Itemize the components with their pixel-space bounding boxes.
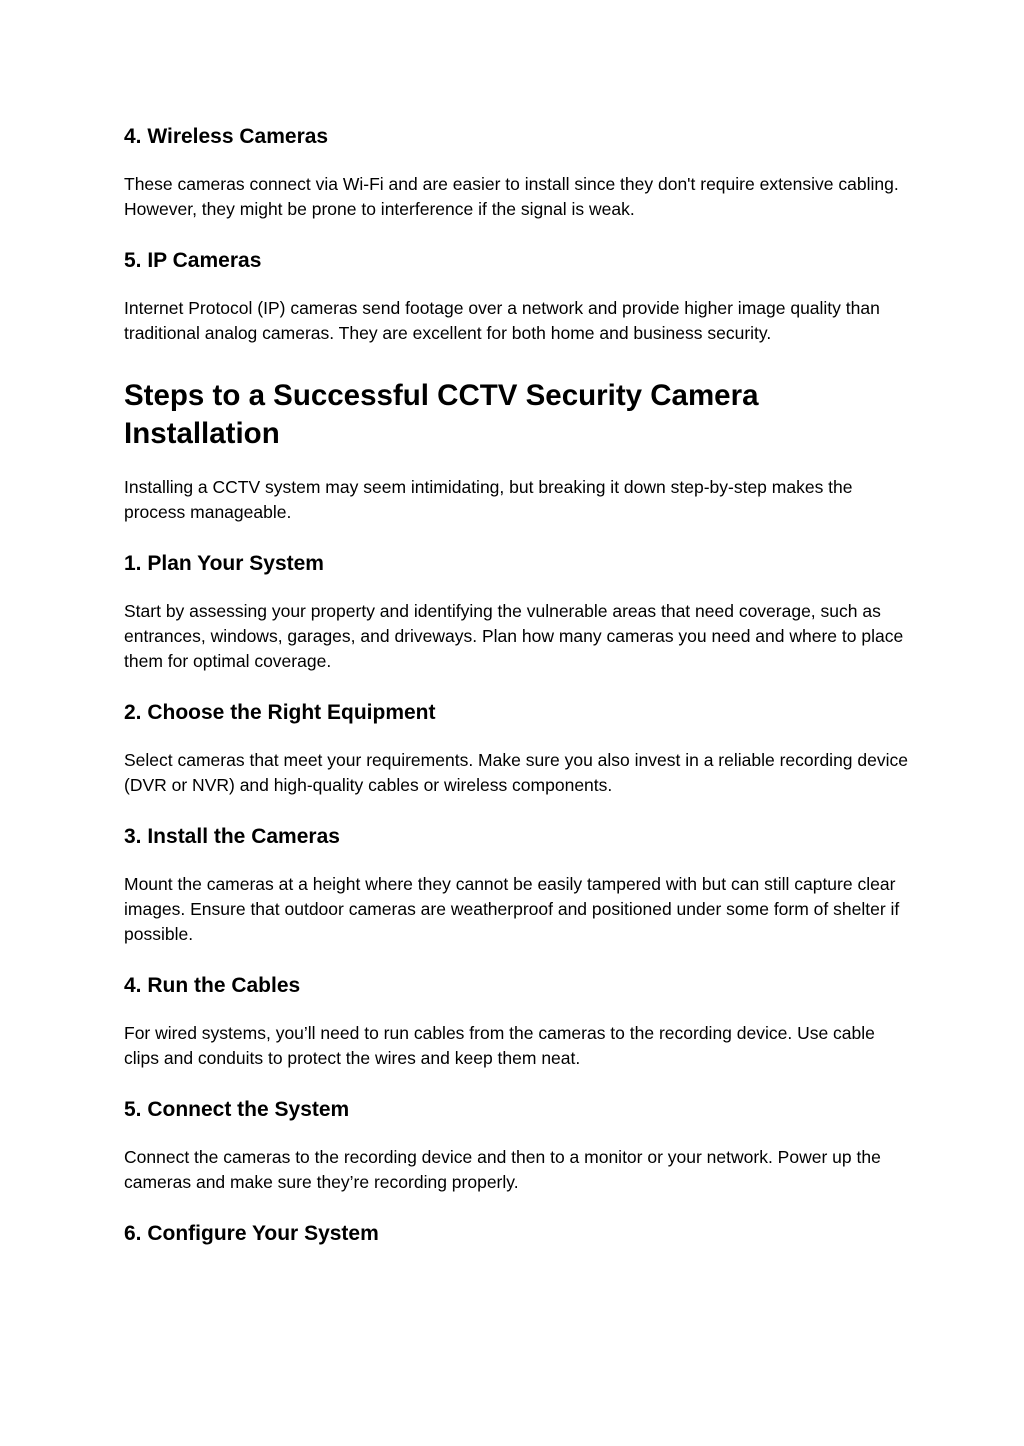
heading-ip-cameras: 5. IP Cameras: [124, 249, 262, 272]
paragraph-ip-cameras: Internet Protocol (IP) cameras send footage over a network and provide higher image quality than traditional analog cameras. They are excellent for both home and business security.: [124, 298, 880, 343]
paragraph-connect-system: Connect the cameras to the recording device and then to a monitor or your network. Power up the cameras and make sure they’re recording properly.: [124, 1147, 881, 1192]
heading-configure-system: 6. Configure Your System: [124, 1222, 379, 1245]
paragraph-plan-system: Start by assessing your property and identifying the vulnerable areas that need coverage, such as entrances, windows, garages, and driveways. Plan how many cameras you need and where to place them for optimal coverage.: [124, 601, 904, 671]
paragraph-choose-equipment: Select cameras that meet your requirements. Make sure you also invest in a reliable recording device (DVR or NVR) and high-quality cables or wireless components.: [124, 750, 908, 795]
heading-connect-system: 5. Connect the System: [124, 1098, 350, 1121]
paragraph-run-cables: For wired systems, you’ll need to run cables from the cameras to the recording device. Use cable clips and conduits to protect the wires and keep them neat.: [124, 1023, 875, 1068]
heading-choose-equipment: 2. Choose the Right Equipment: [124, 701, 436, 724]
paragraph-wireless-cameras: These cameras connect via Wi-Fi and are easier to install since they don't require extensive cabling. However, they might be prone to interference if the signal is weak.: [124, 174, 899, 219]
heading-install-cameras: 3. Install the Cameras: [124, 825, 340, 848]
heading-plan-system: 1. Plan Your System: [124, 552, 324, 575]
paragraph-steps-intro: Installing a CCTV system may seem intimidating, but breaking it down step-by-step makes the process manageable.: [124, 477, 853, 522]
paragraph-install-cameras: Mount the cameras at a height where they cannot be easily tampered with but can still capture clear images. Ensure that outdoor cameras are weatherproof and positioned under some form of shelter if possible.: [124, 874, 900, 944]
heading-wireless-cameras: 4. Wireless Cameras: [124, 125, 329, 148]
heading-steps-installation: Steps to a Successful CCTV Security Camera Installation: [124, 379, 759, 450]
heading-run-cables: 4. Run the Cables: [124, 974, 301, 997]
